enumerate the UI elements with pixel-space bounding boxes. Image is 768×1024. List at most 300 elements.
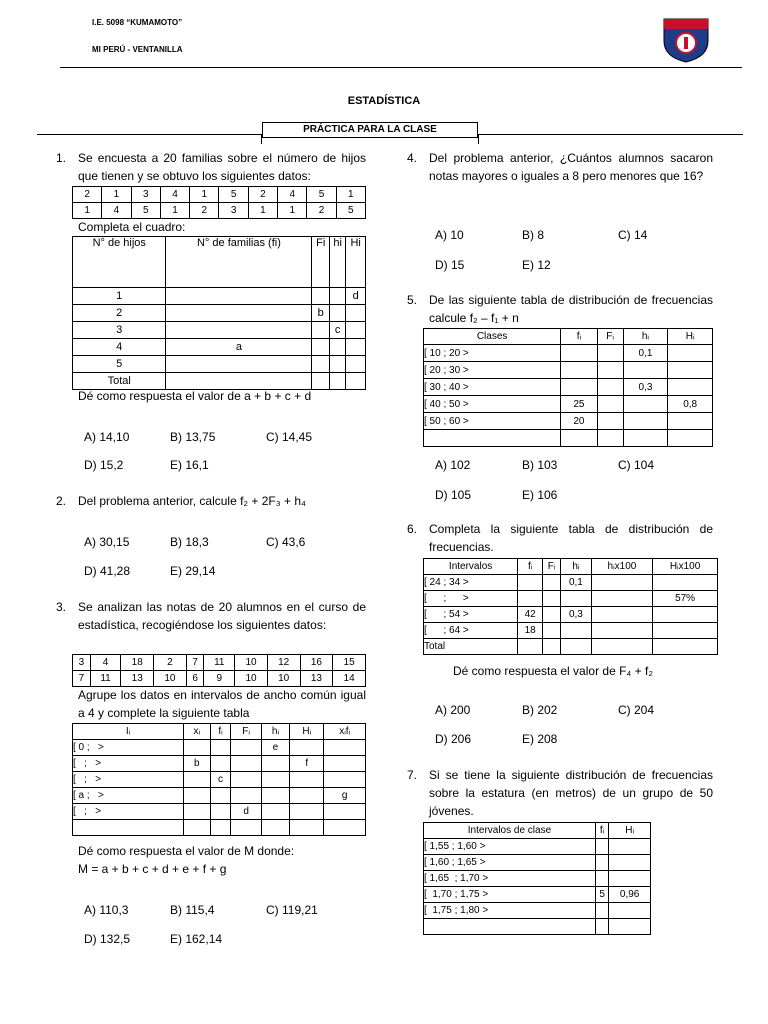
table-cell — [290, 820, 324, 836]
table-cell — [668, 413, 713, 430]
table-row — [424, 379, 713, 396]
table-cell — [653, 623, 718, 639]
table-cell: 2 — [73, 187, 102, 203]
table-row — [73, 322, 366, 339]
table-cell: Fᵢ — [543, 559, 561, 575]
table-row — [73, 756, 366, 772]
table-cell: 11 — [204, 655, 235, 671]
table-cell: 1 — [160, 203, 189, 219]
table-cell: xᵢ — [184, 724, 210, 740]
q1-data-table — [72, 186, 366, 219]
table-cell: 4 — [160, 187, 189, 203]
table-cell — [595, 871, 608, 887]
table-cell — [329, 288, 345, 305]
table-cell: 6 — [186, 671, 204, 687]
table-cell — [210, 804, 231, 820]
table-cell — [184, 804, 210, 820]
table-cell — [290, 772, 324, 788]
q2-option-d[interactable]: D) 41,28 — [84, 564, 131, 578]
table-cell: hi — [329, 237, 345, 288]
table-cell — [210, 820, 231, 836]
table-cell — [591, 575, 652, 591]
table-cell: 2 — [248, 187, 277, 203]
table-cell — [329, 356, 345, 373]
table-cell: Intervalos de clase — [424, 823, 596, 839]
table-cell — [561, 639, 592, 655]
table-cell — [668, 430, 713, 447]
q5-option-a[interactable]: A) 102 — [435, 458, 471, 472]
table-row — [424, 396, 713, 413]
table-cell — [543, 623, 561, 639]
q3-option-e[interactable]: E) 162,14 — [170, 932, 223, 946]
table-row — [424, 903, 651, 919]
table-cell — [261, 820, 289, 836]
table-cell: [ ; 64 > — [424, 623, 518, 639]
table-cell: 2 — [190, 203, 219, 219]
q1-option-e[interactable]: E) 16,1 — [170, 458, 209, 472]
table-cell: 13 — [300, 671, 333, 687]
table-row — [424, 430, 713, 447]
table-cell — [329, 339, 345, 356]
table-cell — [597, 379, 623, 396]
table-cell: 5 — [336, 203, 365, 219]
table-cell — [597, 430, 623, 447]
q6-option-b[interactable]: B) 202 — [522, 703, 558, 717]
question-6 — [407, 520, 713, 556]
q4-option-b[interactable]: B) 8 — [522, 228, 545, 242]
table-cell: 4 — [90, 655, 121, 671]
table-row — [424, 607, 718, 623]
q1-frequency-table — [72, 236, 366, 390]
q1-option-d[interactable]: D) 15,2 — [84, 458, 124, 472]
table-cell — [261, 788, 289, 804]
table-cell: 57% — [653, 591, 718, 607]
q6-option-d[interactable]: D) 206 — [435, 732, 472, 746]
table-cell: 0,96 — [609, 887, 651, 903]
table-cell — [543, 639, 561, 655]
table-cell: 7 — [186, 655, 204, 671]
table-cell — [597, 362, 623, 379]
q6-option-a[interactable]: A) 200 — [435, 703, 471, 717]
table-cell: 10 — [235, 671, 268, 687]
banner-left-line — [37, 134, 262, 144]
q2-option-b[interactable]: B) 18,3 — [170, 535, 209, 549]
table-cell — [166, 356, 312, 373]
table-cell: [ 1,60 ; 1,65 > — [424, 855, 596, 871]
table-cell — [595, 919, 608, 935]
table-cell: 3 — [131, 187, 160, 203]
question-number: 2. — [56, 494, 67, 508]
table-cell — [261, 772, 289, 788]
table-cell: 7 — [73, 671, 91, 687]
table-cell: c — [210, 772, 231, 788]
school-crest-icon — [661, 13, 711, 63]
question-2 — [56, 492, 366, 510]
q2-option-e[interactable]: E) 29,14 — [170, 564, 216, 578]
question-7 — [407, 766, 713, 820]
table-cell: 1 — [336, 187, 365, 203]
table-cell — [653, 575, 718, 591]
table-cell — [653, 639, 718, 655]
table-cell: N° de hijos — [73, 237, 166, 288]
table-cell: Hᵢ — [290, 724, 324, 740]
q5-option-d[interactable]: D) 105 — [435, 488, 472, 502]
q4-option-a[interactable]: A) 10 — [435, 228, 464, 242]
table-cell — [166, 322, 312, 339]
table-cell — [623, 362, 668, 379]
table-cell: Total — [424, 639, 518, 655]
table-cell: 0,3 — [623, 379, 668, 396]
table-cell: fᵢ — [210, 724, 231, 740]
q3-option-a[interactable]: A) 110,3 — [84, 903, 129, 917]
table-cell — [609, 919, 651, 935]
table-cell — [518, 591, 543, 607]
table-cell: 1 — [278, 203, 307, 219]
table-cell: 9 — [204, 671, 235, 687]
table-cell: fᵢ — [595, 823, 608, 839]
table-cell — [561, 430, 597, 447]
table-cell — [561, 345, 597, 362]
table-cell: 10 — [154, 671, 187, 687]
table-cell — [623, 396, 668, 413]
table-cell: hᵢ — [623, 329, 668, 345]
table-cell: 20 — [561, 413, 597, 430]
table-cell: 4 — [73, 339, 166, 356]
table-row — [424, 362, 713, 379]
table-cell — [591, 607, 652, 623]
table-cell — [623, 430, 668, 447]
q3-grouped-table — [72, 723, 366, 836]
question-number: 1. — [56, 151, 67, 165]
table-cell: 10 — [267, 671, 300, 687]
question-5 — [407, 291, 713, 327]
table-cell: [ ; > — [424, 591, 518, 607]
question-number: 6. — [407, 522, 418, 536]
q6-option-e[interactable]: E) 208 — [522, 732, 558, 746]
table-row — [424, 623, 718, 639]
table-cell — [312, 356, 329, 373]
table-cell: 0,3 — [561, 607, 592, 623]
question-3 — [56, 598, 366, 634]
table-cell — [424, 430, 561, 447]
table-cell — [231, 740, 261, 756]
table-cell: [ 1,70 ; 1,75 > — [424, 887, 596, 903]
table-cell: c — [329, 322, 345, 339]
table-cell: 42 — [518, 607, 543, 623]
table-cell: Iᵢ — [73, 724, 184, 740]
question-text: Si se tiene la siguiente distribución de frecuencias sobre la estatura (en metros) de un grupo de 50 jóvenes. — [429, 768, 713, 818]
table-cell — [346, 322, 366, 339]
table-cell: Fᵢ — [597, 329, 623, 345]
table-cell — [184, 788, 210, 804]
table-cell: [ 1,65 ; 1,70 > — [424, 871, 596, 887]
table-cell: 1 — [73, 203, 102, 219]
table-cell: 2 — [154, 655, 187, 671]
table-cell: 18 — [518, 623, 543, 639]
table-row — [73, 356, 366, 373]
table-cell: 1 — [190, 187, 219, 203]
table-cell: Intervalos — [424, 559, 518, 575]
table-cell: hᵢ — [561, 559, 592, 575]
table-cell: g — [324, 788, 366, 804]
q2-option-c[interactable]: C) 43,6 — [266, 535, 306, 549]
table-cell: Hi — [346, 237, 366, 288]
q3-instruction: Agrupe los datos en intervalos de ancho común igual a 4 y complete la siguiente tabla — [78, 688, 366, 720]
table-cell: [ 30 ; 40 > — [424, 379, 561, 396]
table-cell: Hᵢ — [668, 329, 713, 345]
q4-option-c[interactable]: C) 14 — [618, 228, 648, 242]
table-cell: [ ; > — [73, 772, 184, 788]
table-cell: [ ; > — [73, 804, 184, 820]
table-cell: hᵢ — [261, 724, 289, 740]
table-row — [73, 305, 366, 322]
table-row — [424, 639, 718, 655]
table-cell — [324, 820, 366, 836]
table-row — [424, 887, 651, 903]
table-cell — [312, 322, 329, 339]
table-cell: 2 — [307, 203, 336, 219]
table-cell: b — [184, 756, 210, 772]
q7-table — [423, 822, 651, 935]
table-cell — [668, 379, 713, 396]
table-cell: [ 10 ; 20 > — [424, 345, 561, 362]
q3-prompt-line2: M = a + b + c + d + e + f + g — [78, 862, 227, 876]
table-cell: e — [261, 740, 289, 756]
q3-prompt-line1: Dé como respuesta el valor de M donde: — [78, 844, 295, 858]
table-cell — [543, 575, 561, 591]
table-cell: Fᵢ — [231, 724, 261, 740]
table-cell — [591, 591, 652, 607]
table-cell — [595, 903, 608, 919]
question-1 — [56, 149, 366, 185]
table-cell — [609, 871, 651, 887]
q4-option-e[interactable]: E) 12 — [522, 258, 551, 272]
q5-option-c[interactable]: C) 104 — [618, 458, 655, 472]
q3-option-b[interactable]: B) 115,4 — [170, 903, 215, 917]
table-row — [424, 345, 713, 362]
table-cell: 18 — [121, 655, 154, 671]
table-cell — [290, 804, 324, 820]
question-text: Se encuesta a 20 familias sobre el número de hijos que tienen y se obtuvo los siguientes datos: — [78, 151, 366, 183]
table-cell: 5 — [131, 203, 160, 219]
table-cell: [ a ; > — [73, 788, 184, 804]
table-cell — [329, 305, 345, 322]
page-subtitle: PRÁCTICA PARA LA CLASE — [262, 122, 478, 138]
q3-option-c[interactable]: C) 119,21 — [266, 903, 318, 917]
table-row — [424, 919, 651, 935]
table-cell — [609, 855, 651, 871]
table-cell — [261, 756, 289, 772]
table-cell: 16 — [300, 655, 333, 671]
question-text: De las siguiente tabla de distribución de frecuencias calcule f₂ – f₁ + n — [429, 293, 713, 325]
table-row — [73, 820, 366, 836]
question-number: 5. — [407, 293, 418, 307]
table-cell: 3 — [219, 203, 248, 219]
table-row — [424, 855, 651, 871]
table-cell — [543, 591, 561, 607]
q1-instruction: Completa el cuadro: — [78, 220, 186, 234]
table-row — [424, 413, 713, 430]
table-cell — [312, 339, 329, 356]
table-cell: [ 40 ; 50 > — [424, 396, 561, 413]
table-row — [73, 804, 366, 820]
table-cell: [ 1,55 ; 1,60 > — [424, 839, 596, 855]
table-cell — [591, 639, 652, 655]
table-cell — [668, 362, 713, 379]
table-cell: 5 — [73, 356, 166, 373]
table-cell — [324, 756, 366, 772]
table-cell — [312, 288, 329, 305]
table-cell: [ ; > — [73, 756, 184, 772]
school-name: I.E. 5098 “KUMAMOTO” — [92, 18, 183, 27]
question-4 — [407, 149, 713, 185]
table-cell — [210, 788, 231, 804]
table-cell: 10 — [235, 655, 268, 671]
table-cell: [ 1,75 ; 1,80 > — [424, 903, 596, 919]
table-cell — [329, 373, 345, 390]
table-cell — [324, 740, 366, 756]
table-cell — [591, 623, 652, 639]
table-cell — [561, 591, 592, 607]
table-cell — [561, 379, 597, 396]
table-row — [73, 788, 366, 804]
table-cell: Clases — [424, 329, 561, 345]
question-text: Del problema anterior, ¿Cuántos alumnos sacaron notas mayores o iguales a 8 pero menores que 16? — [429, 151, 713, 183]
table-cell — [609, 903, 651, 919]
table-cell: 15 — [333, 655, 366, 671]
table-cell: 0,1 — [561, 575, 592, 591]
table-cell: d — [346, 288, 366, 305]
table-cell — [324, 772, 366, 788]
question-number: 4. — [407, 151, 418, 165]
table-row — [424, 839, 651, 855]
banner-right-line — [478, 134, 743, 144]
table-cell: N° de familias (fi) — [166, 237, 312, 288]
table-cell: b — [312, 305, 329, 322]
table-cell — [184, 740, 210, 756]
table-cell — [561, 623, 592, 639]
table-cell: 2 — [73, 305, 166, 322]
table-cell: a — [166, 339, 312, 356]
table-cell — [561, 362, 597, 379]
table-cell — [518, 575, 543, 591]
q5-table — [423, 328, 713, 447]
table-row — [424, 871, 651, 887]
table-cell — [166, 305, 312, 322]
table-cell — [324, 804, 366, 820]
table-cell: [ 24 ; 34 > — [424, 575, 518, 591]
q4-option-d[interactable]: D) 15 — [435, 258, 465, 272]
table-cell: Total — [73, 373, 166, 390]
school-location: MI PERÚ - VENTANILLA — [92, 45, 183, 54]
q2-option-a[interactable]: A) 30,15 — [84, 535, 130, 549]
table-cell: fᵢ — [561, 329, 597, 345]
table-cell: hᵢx100 — [591, 559, 652, 575]
table-cell: 4 — [278, 187, 307, 203]
table-cell — [346, 356, 366, 373]
table-row — [73, 339, 366, 356]
q6-table — [423, 558, 718, 655]
table-cell: 11 — [90, 671, 121, 687]
table-cell: Hᵢx100 — [653, 559, 718, 575]
table-cell — [184, 772, 210, 788]
table-cell — [597, 345, 623, 362]
question-number: 7. — [407, 768, 418, 782]
table-cell — [231, 772, 261, 788]
table-cell: 1 — [73, 288, 166, 305]
table-cell: 1 — [248, 203, 277, 219]
table-cell — [518, 639, 543, 655]
table-cell: 4 — [102, 203, 131, 219]
table-cell — [261, 804, 289, 820]
table-cell: Hᵢ — [609, 823, 651, 839]
table-cell — [543, 607, 561, 623]
table-cell — [346, 373, 366, 390]
table-cell: [ 20 ; 30 > — [424, 362, 561, 379]
table-cell — [346, 305, 366, 322]
page-title: ESTADÍSTICA — [347, 95, 421, 107]
table-cell — [184, 820, 210, 836]
table-cell — [595, 855, 608, 871]
table-cell: d — [231, 804, 261, 820]
table-cell — [166, 288, 312, 305]
table-cell — [424, 919, 596, 935]
table-cell — [73, 820, 184, 836]
q5-option-b[interactable]: B) 103 — [522, 458, 558, 472]
table-cell: 13 — [121, 671, 154, 687]
table-cell: f — [290, 756, 324, 772]
table-cell — [653, 607, 718, 623]
q1-option-b[interactable]: B) 13,75 — [170, 430, 216, 444]
table-cell: 5 — [219, 187, 248, 203]
table-cell — [597, 396, 623, 413]
table-cell — [210, 756, 231, 772]
table-row — [73, 288, 366, 305]
header-divider — [60, 67, 742, 68]
table-row — [424, 591, 718, 607]
table-row — [424, 575, 718, 591]
q3-option-d[interactable]: D) 132,5 — [84, 932, 131, 946]
q6-prompt: Dé como respuesta el valor de F₄ + f₂ — [453, 664, 653, 678]
table-cell — [210, 740, 231, 756]
question-text: Completa la siguiente tabla de distribución de frecuencias. — [429, 522, 713, 554]
q3-data-table — [72, 654, 366, 687]
question-number: 3. — [56, 600, 67, 614]
question-text: Del problema anterior, calcule f₂ + 2F₃ + h₄ — [78, 494, 306, 508]
table-cell — [597, 413, 623, 430]
table-cell — [668, 345, 713, 362]
table-cell — [231, 788, 261, 804]
table-cell — [346, 339, 366, 356]
table-cell: 0,8 — [668, 396, 713, 413]
q1-option-c[interactable]: C) 14,45 — [266, 430, 313, 444]
table-cell: [ ; 54 > — [424, 607, 518, 623]
q6-option-c[interactable]: C) 204 — [618, 703, 655, 717]
table-cell — [290, 740, 324, 756]
table-cell: 25 — [561, 396, 597, 413]
q1-option-a[interactable]: A) 14,10 — [84, 430, 130, 444]
table-cell: 5 — [595, 887, 608, 903]
table-cell — [290, 788, 324, 804]
table-cell: 0,1 — [623, 345, 668, 362]
table-cell: xᵢfᵢ — [324, 724, 366, 740]
question-text: Se analizan las notas de 20 alumnos en el curso de estadística, recogiéndose los siguientes datos: — [78, 600, 366, 632]
table-cell: 5 — [307, 187, 336, 203]
q1-prompt: Dé como respuesta el valor de a + b + c + d — [78, 389, 312, 403]
table-cell — [623, 413, 668, 430]
q5-option-e[interactable]: E) 106 — [522, 488, 558, 502]
table-cell — [312, 373, 329, 390]
